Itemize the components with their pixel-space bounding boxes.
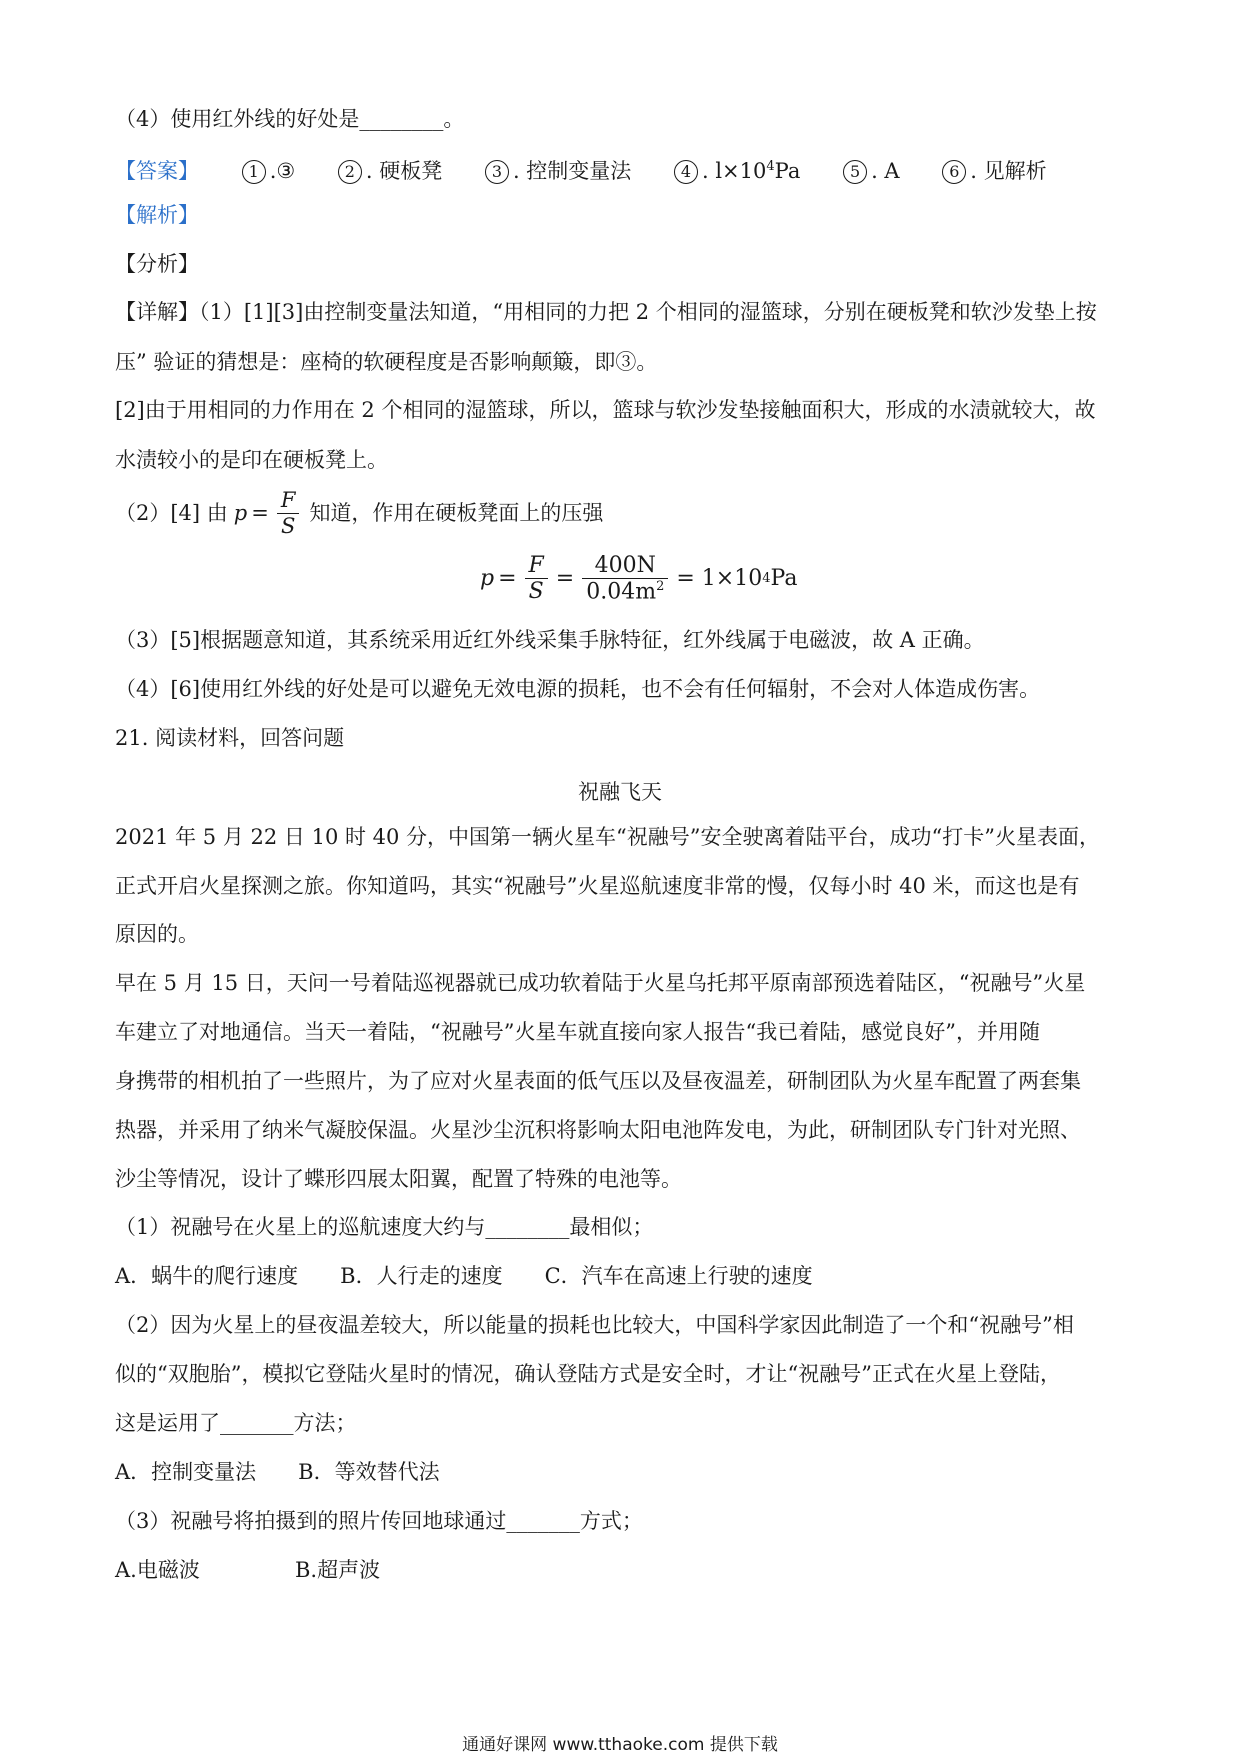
subquestion-3: （3）祝融号将拍摄到的照片传回地球通过_______方式； — [115, 1509, 643, 1533]
passage-title: 祝融飞天 — [578, 780, 662, 804]
q4-prompt: （4）使用红外线的好处是________。 — [115, 107, 465, 131]
pressure-formula: p = $\frac{F}{S}$ = $\frac{400N}{0.04m^2}$ = 1×10 4 Pa — [480, 553, 798, 605]
jiexi-label: 【解析】 — [115, 203, 199, 227]
answer-1: 1 .③ — [242, 159, 296, 184]
para1-line-3: 原因的。 — [115, 922, 199, 946]
detail-line-2: 压” 验证的猜想是：座椅的软硬程度是否影响颠簸，即③。 — [115, 350, 658, 374]
subquestion-2-options: A．控制变量法 B．等效替代法 — [115, 1460, 440, 1484]
answer-row — [115, 155, 1083, 185]
part4: （4）[6]使用红外线的好处是可以避免无效电源的损耗，也不会有任何辐射，不会对人体造成伤害。 — [115, 677, 1041, 701]
answer-4: 4 . $l\times 10^4Pa$ — [674, 159, 800, 184]
detail2-line-1: [2]由于用相同的力作用在 2 个相同的湿篮球，所以，篮球与软沙发垫接触面积大，形成的水渍就较大，故 — [115, 398, 1096, 422]
page-footer: 通通好课网 www.tthaoke.com 提供下载 — [462, 1735, 778, 1755]
detail2-line-2: 水渍较小的是印在硬板凳上。 — [115, 448, 388, 472]
para2-line-1: 早在 5 月 15 日，天问一号着陆巡视器就已成功软着陆于火星乌托邦平原南部预选着陆区，“祝融号”火星 — [115, 971, 1086, 995]
part2-line: （2）[4] 由 p = $\frac{F}{S}$ 知道，作用在硬板凳面上的压强 — [115, 488, 604, 539]
answer-5: 5 . A — [843, 159, 900, 184]
question-21: 21. 阅读材料，回答问题 — [115, 726, 345, 750]
para1-line-1: 2021 年 5 月 22 日 10 时 40 分，中国第一辆火星车“祝融号”安全驶离着陆平台，成功“打卡”火星表面， — [115, 825, 1100, 849]
subquestion-2-line-1: （2）因为火星上的昼夜温差较大，所以能量的损耗也比较大，中国科学家因此制造了一个和“祝融号”相 — [115, 1313, 1074, 1337]
answer-6: 6 . 见解析 — [942, 155, 1046, 185]
subquestion-3-option-a: A.电磁波 — [115, 1558, 200, 1582]
answer-3: 3 . 控制变量法 — [485, 155, 631, 185]
subquestion-2-line-2: 似的“双胞胎”，模拟它登陆火星时的情况，确认登陆方式是安全时，才让“祝融号”正式在火星上登陆， — [115, 1362, 1061, 1386]
fenxi-label: 【分析】 — [115, 252, 199, 276]
part3: （3）[5]根据题意知道，其系统采用近红外线采集手脉特征，红外线属于电磁波，故 A 正确。 — [115, 628, 985, 652]
para1-line-2: 正式开启火星探测之旅。你知道吗，其实“祝融号”火星巡航速度非常的慢，仅每小时 40 米，而这也是有 — [115, 874, 1080, 898]
para2-line-5: 沙尘等情况，设计了蝶形四展太阳翼，配置了特殊的电池等。 — [115, 1167, 682, 1191]
subquestion-3-option-b: B.超声波 — [295, 1558, 381, 1582]
para2-line-3: 身携带的相机拍了一些照片，为了应对火星表面的低气压以及昼夜温差，研制团队为火星车配置了两套集 — [115, 1069, 1081, 1093]
detail-line-1: 【详解】（1）[1][3]由控制变量法知道，“用相同的力把 2 个相同的湿篮球，分别在硬板凳和软沙发垫上按 — [115, 300, 1097, 324]
subquestion-1: （1）祝融号在火星上的巡航速度大约与________最相似； — [115, 1215, 654, 1239]
answer-2: 2 . 硬板凳 — [338, 155, 442, 185]
subquestion-2-line-3: 这是运用了_______方法； — [115, 1411, 357, 1435]
para2-line-2: 车建立了对地通信。当天一着陆，“祝融号”火星车就直接向家人报告“我已着陆，感觉良好”，并用随 — [115, 1020, 1040, 1044]
subquestion-1-options: A．蜗牛的爬行速度 B．人行走的速度 C．汽车在高速上行驶的速度 — [115, 1264, 813, 1288]
para2-line-4: 热器，并采用了纳米气凝胶保温。火星沙尘沉积将影响太阳电池阵发电，为此，研制团队专门针对光照、 — [115, 1118, 1081, 1142]
answer-label: 【答案】 — [115, 159, 199, 183]
